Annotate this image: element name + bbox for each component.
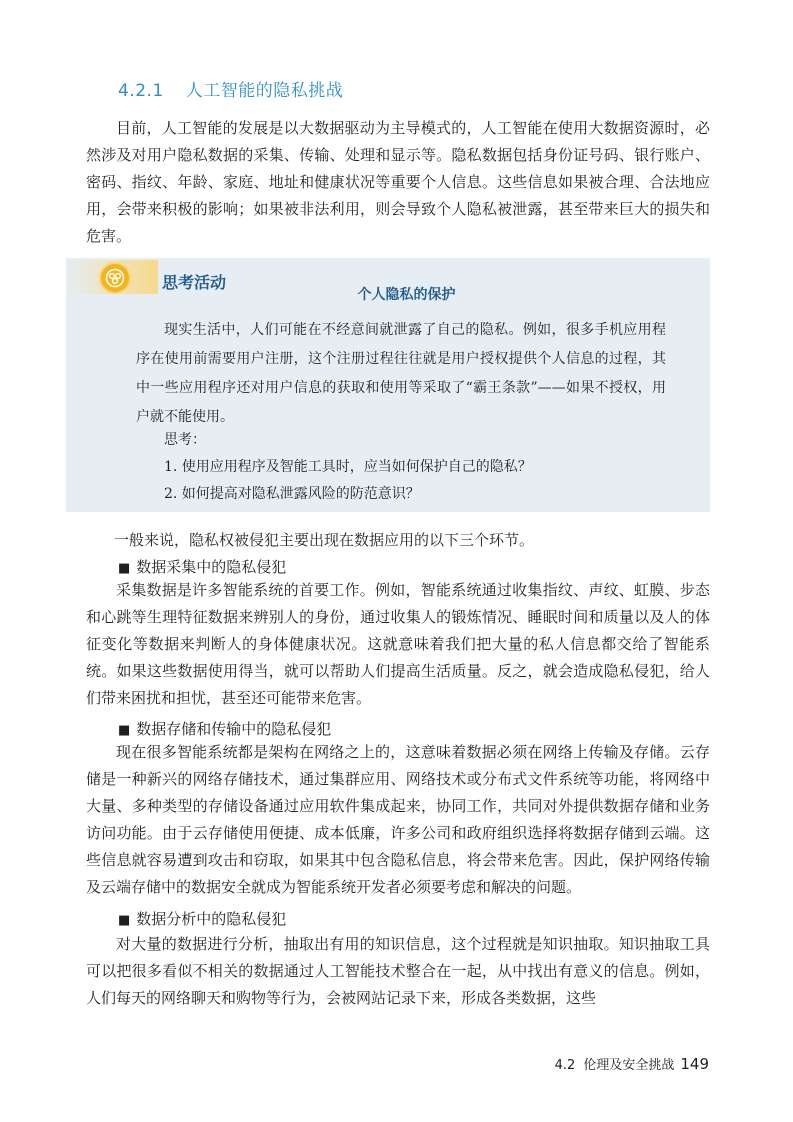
activity-prompt: 思考： (164, 432, 206, 448)
subsection-heading-text: 数据存储和传输中的隐私侵犯 (136, 720, 332, 738)
activity-question-2: 2. 如何提高对隐私泄露风险的防范意识？ (164, 486, 420, 502)
subsection-heading-collection (118, 557, 286, 579)
subsection-text-analysis: 对大量的数据进行分析，抽取出有用的知识信息，这个过程就是知识抽取。知识抽取工具可以把很多看似不相关的数据通过人工智能技术整合在一起，从中找出有意义的信息。例如，人们每天的网络聊天和购物等行为，会被网站记录下来，形成各类数据，这些 (86, 935, 710, 1007)
bullet-square-icon: ■ (118, 913, 131, 928)
bullet-square-icon: ■ (118, 561, 131, 576)
subsection-heading-text: 数据分析中的隐私侵犯 (136, 910, 287, 928)
activity-question-1: 1. 使用应用程序及智能工具时，应当如何保护自己的隐私？ (164, 459, 532, 475)
subsection-text-storage: 现在很多智能系统都是架构在网络之上的，这意味着数据必须在网络上传输及存储。云存储是一种新兴的网络存储技术，通过集群应用、网络技术或分布式文件系统等功能，将网络中大量、多种类型的存储设备通过应用软件集成起来，协同工作，共同对外提供数据存储和业务访问功能。由于云存储使用便捷、成本低廉，许多公司和政府组织选择将数据存储到云端。这些信息就容易遭到攻击和窃取，如果其中包含隐私信息，将会带来危害。因此，保护网络传输及云端存储中的数据安全就成为智能系统开发者必须要考虑和解决的问题。 (86, 743, 710, 896)
subsection-heading-storage (118, 719, 331, 741)
section-heading (118, 76, 343, 101)
page-footer (555, 1054, 709, 1073)
footer-section-number: 4.2 (554, 1058, 576, 1073)
bullet-square-icon: ■ (118, 723, 131, 738)
page-number: 149 (680, 1055, 709, 1073)
activity-label: 思考活动 (162, 273, 227, 292)
activity-title: 个人隐私的保护 (357, 287, 456, 303)
section-title: 人工智能的隐私挑战 (185, 81, 344, 101)
subsection-text-collection: 采集数据是许多智能系统的首要工作。例如，智能系统通过收集指纹、声纹、虹膜、步态和心跳等生理特征数据来辨别人的身份，通过收集人的锻炼情况、睡眠时间和质量以及人的体征变化等数据来判断人的身体健康状况。这就意味着我们把大量的私人信息都交给了智能系统。如果这些数据使用得当，就可以帮助人们提高生活质量。反之，就会造成隐私侵犯，给人们带来困扰和担忧，甚至还可能带来危害。 (86, 581, 710, 707)
footer-section-title: 伦理及安全挑战 (583, 1058, 675, 1073)
subsection-heading-analysis (118, 909, 286, 931)
lead-sentence: 一般来说，隐私权被侵犯主要出现在数据应用的以下三个环节。 (114, 531, 535, 549)
intro-paragraph: 目前，人工智能的发展是以大数据驱动为主导模式的，人工智能在使用大数据资源时，必然涉及对用户隐私数据的采集、传输、处理和显示等。隐私数据包括身份证号码、银行账户、密码、指纹、年龄、家庭、地址和健康状况等重要个人信息。这些信息如果被合理、合法地应用，会带来积极的影响；如果被非法利用，则会导致个人隐私被泄露，甚至带来巨大的损失和危害。 (86, 119, 710, 245)
activity-body: 现实生活中，人们可能在不经意间就泄露了自己的隐私。例如，很多手机应用程序在使用前需要用户注册，这个注册过程往往就是用户授权提供个人信息的过程，其中一些应用程序还对用户信息的获取和使用等采取了“霸王条款”——如果不授权，用户就不能使用。 (136, 322, 666, 425)
subsection-heading-text: 数据采集中的隐私侵犯 (136, 558, 287, 576)
section-number: 4.2.1 (118, 81, 164, 101)
